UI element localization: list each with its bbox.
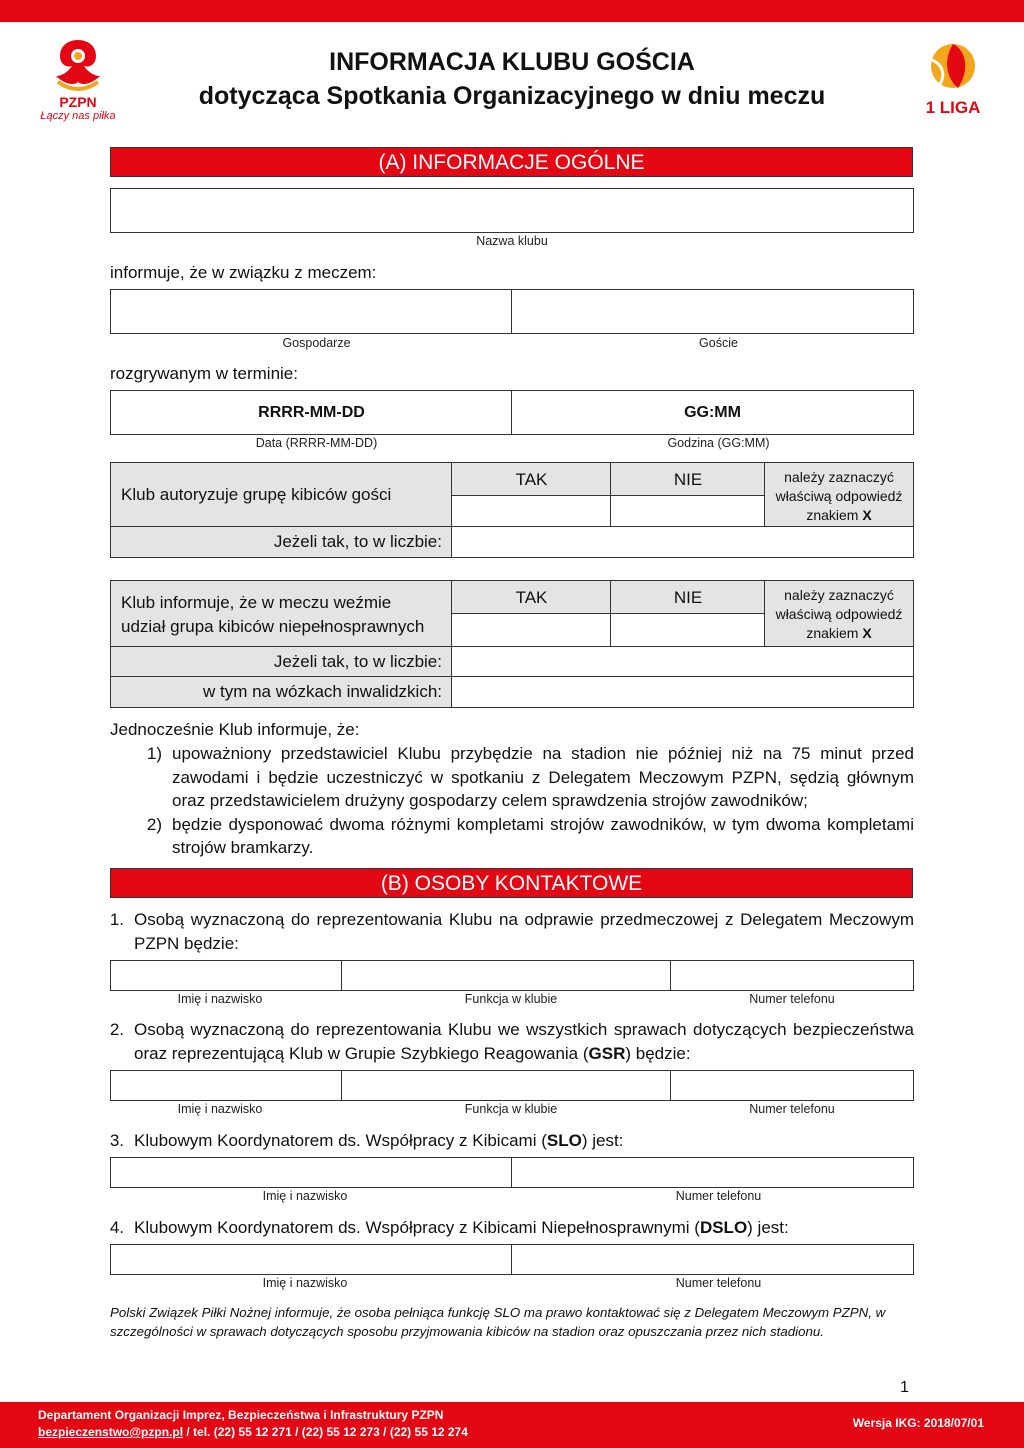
- list-item: [100, 742, 914, 813]
- contact-1-function-field[interactable]: [341, 960, 672, 991]
- pzpn-logo-text: PZPN: [59, 94, 97, 110]
- date-field[interactable]: RRRR-MM-DD: [110, 390, 513, 435]
- q1-note-line2: właściwą odpowiedź: [775, 488, 903, 504]
- q2-count-label: Jeżeli tak, to w liczbie:: [110, 646, 453, 678]
- club-name-caption: Nazwa klubu: [476, 234, 548, 248]
- q2-label-line1: Klub informuje, że w meczu weźmie: [121, 593, 392, 612]
- contact-3-num: 3.: [109, 1131, 124, 1150]
- club-name-field[interactable]: [110, 188, 914, 233]
- contact-3-name-field[interactable]: [110, 1157, 513, 1188]
- top-bar: [0, 0, 1024, 22]
- simultaneous-intro: Jednocześnie Klub informuje, że:: [110, 720, 360, 739]
- q2-count-field[interactable]: [451, 646, 914, 678]
- q2-note: [764, 580, 914, 648]
- contact-1-name-caption: Imię i nazwisko: [177, 992, 263, 1006]
- q2-note-mark: X: [862, 625, 872, 641]
- q1-yes-checkbox[interactable]: [451, 495, 612, 528]
- q2-wheelchair-label: w tym na wózkach inwalidzkich:: [110, 676, 453, 708]
- contact-4-phone-field[interactable]: [511, 1244, 914, 1275]
- page-subtitle: dotycząca Spotkania Organizacyjnego w dniu meczu: [198, 82, 826, 110]
- q1-no-checkbox[interactable]: [610, 495, 766, 528]
- footer-phones: / tel. (22) 55 12 271 / (22) 55 12 273 / (22) 55 12 274: [183, 1425, 468, 1439]
- footer-contact: [38, 1425, 468, 1439]
- list-item-text: upoważniony przedstawiciel Klubu przybędzie na stadion nie później niż na 75 minut przed zawodami i będzie uczestniczyć w spotkaniu z Delegatem Meczowym PZPN, sędzią głównym oraz przedstawicielem drużyny gospodarzy celem sprawdzenia strojów zawodników;: [172, 744, 914, 810]
- contact-1-text: [100, 908, 914, 955]
- contact-2-name-field[interactable]: [110, 1070, 343, 1101]
- guests-field[interactable]: [511, 289, 914, 334]
- contact-1-phone-field[interactable]: [670, 960, 914, 991]
- contact-4-desc-a: Klubowym Koordynatorem ds. Współpracy z Kibicami Niepełnosprawnymi (: [134, 1218, 700, 1237]
- guests-caption: Goście: [699, 336, 738, 350]
- q1-count-label: Jeżeli tak, to w liczbie:: [110, 526, 453, 558]
- q1-note: [764, 462, 914, 528]
- contact-3-name-caption: Imię i nazwisko: [262, 1189, 348, 1203]
- q1-note-line1: należy zaznaczyć: [784, 469, 894, 485]
- contact-3-phone-field[interactable]: [511, 1157, 914, 1188]
- contact-2-phone-caption: Numer telefonu: [749, 1102, 835, 1116]
- contact-2-function-field[interactable]: [341, 1070, 672, 1101]
- contact-4-text: [100, 1216, 914, 1240]
- q2-note-line1: należy zaznaczyć: [784, 587, 894, 603]
- page-number: 1: [900, 1379, 909, 1396]
- contact-4-num: 4.: [109, 1218, 124, 1237]
- time-caption: Godzina (GG:MM): [667, 436, 770, 450]
- footer-department: Departament Organizacji Imprez, Bezpieczeństwa i Infrastruktury PZPN: [38, 1408, 444, 1422]
- footer-version: Wersja IKG: 2018/07/01: [852, 1416, 984, 1430]
- hosts-field[interactable]: [110, 289, 513, 334]
- contact-3-desc-b: ) jest:: [581, 1131, 624, 1150]
- contact-2-name-caption: Imię i nazwisko: [177, 1102, 263, 1116]
- q2-wheelchair-field[interactable]: [451, 676, 914, 708]
- contact-4-name-field[interactable]: [110, 1244, 513, 1275]
- liga-logo-text: 1 LIGA: [925, 98, 981, 117]
- q2-yes-checkbox[interactable]: [451, 613, 612, 648]
- contact-1-phone-caption: Numer telefonu: [749, 992, 835, 1006]
- obligations-list: [100, 742, 914, 860]
- q2-label-line2: udział grupa kibiców niepełnosprawnych: [121, 617, 425, 636]
- list-item-text: będzie dysponować dwoma różnymi kompletami strojów zawodników, w tym dwoma kompletami strojów bramkarzy.: [172, 814, 914, 857]
- contact-2-desc-a: Osobą wyznaczoną do reprezentowania Klubu we wszystkich sprawach dotyczących bezpieczeństwa oraz reprezentującą Klub w Grupie Szybkiego Reagowania (: [134, 1020, 914, 1063]
- footnote: Polski Związek Piłki Nożnej informuje, że osoba pełniąca funkcję SLO ma prawo kontaktować się z Delegatem Meczowym PZPN, w szczególności w sprawach dotyczących sposobu przyjmowania kibiców na stadion oraz opuszczania przez nich stadionu.: [110, 1305, 886, 1339]
- list-item: [100, 813, 914, 860]
- contact-4-abbr: DSLO: [699, 1218, 748, 1237]
- q1-count-field[interactable]: [451, 526, 914, 558]
- q1-note-mark: X: [862, 507, 872, 523]
- contact-3-abbr: SLO: [546, 1131, 582, 1150]
- contact-2-abbr: GSR: [588, 1043, 626, 1063]
- hosts-caption: Gospodarze: [282, 336, 351, 350]
- q1-label: Klub autoryzuje grupę kibiców gości: [110, 462, 453, 528]
- contact-1-desc: Osobą wyznaczoną do reprezentowania Klubu na odprawie przedmeczowej z Delegatem Meczowym PZPN będzie:: [134, 910, 914, 953]
- q2-yes-label: TAK: [451, 580, 612, 615]
- page-title: INFORMACJA KLUBU GOŚCIA: [329, 48, 695, 76]
- contact-2-num: 2.: [109, 1020, 124, 1039]
- date-intro-text: rozgrywanym w terminie:: [110, 364, 298, 383]
- contact-3-desc-a: Klubowym Koordynatorem ds. Współpracy z Kibicami (: [134, 1131, 547, 1150]
- q1-yes-label: TAK: [451, 462, 612, 497]
- informs-text: informuje, że w związku z meczem:: [110, 263, 377, 282]
- contact-4-phone-caption: Numer telefonu: [675, 1276, 762, 1290]
- contact-4-desc-b: ) jest:: [747, 1218, 789, 1237]
- contact-2-function-caption: Funkcja w klubie: [464, 1102, 558, 1116]
- time-field[interactable]: GG:MM: [511, 390, 914, 435]
- contact-1-function-caption: Funkcja w klubie: [464, 992, 558, 1006]
- contact-3-text: [100, 1129, 914, 1153]
- q1-note-line3: znakiem: [806, 507, 859, 523]
- contact-2-desc-b: ) będzie:: [625, 1043, 691, 1063]
- contact-2-text: [100, 1018, 914, 1065]
- contact-3-phone-caption: Numer telefonu: [675, 1189, 762, 1203]
- contact-1-num: 1.: [109, 910, 124, 929]
- contact-4-name-caption: Imię i nazwisko: [262, 1276, 348, 1290]
- q2-note-line3: znakiem: [806, 625, 859, 641]
- q2-note-line2: właściwą odpowiedź: [775, 606, 903, 622]
- footer-email-link[interactable]: bezpieczenstwo@pzpn.pl: [38, 1425, 184, 1439]
- section-b-header: (B) OSOBY KONTAKTOWE: [110, 868, 913, 898]
- date-caption: Data (RRRR-MM-DD): [255, 436, 378, 450]
- q2-no-checkbox[interactable]: [610, 613, 766, 648]
- q2-no-label: NIE: [610, 580, 766, 615]
- q1-no-label: NIE: [610, 462, 766, 497]
- pzpn-slogan: Łączy nas piłka: [40, 110, 116, 122]
- q2-label: [110, 580, 453, 648]
- section-a-header: (A) INFORMACJE OGÓLNE: [110, 147, 913, 177]
- contact-2-phone-field[interactable]: [670, 1070, 914, 1101]
- contact-1-name-field[interactable]: [110, 960, 343, 991]
- list-item-num: 2): [146, 814, 162, 834]
- list-item-num: 1): [146, 744, 162, 763]
